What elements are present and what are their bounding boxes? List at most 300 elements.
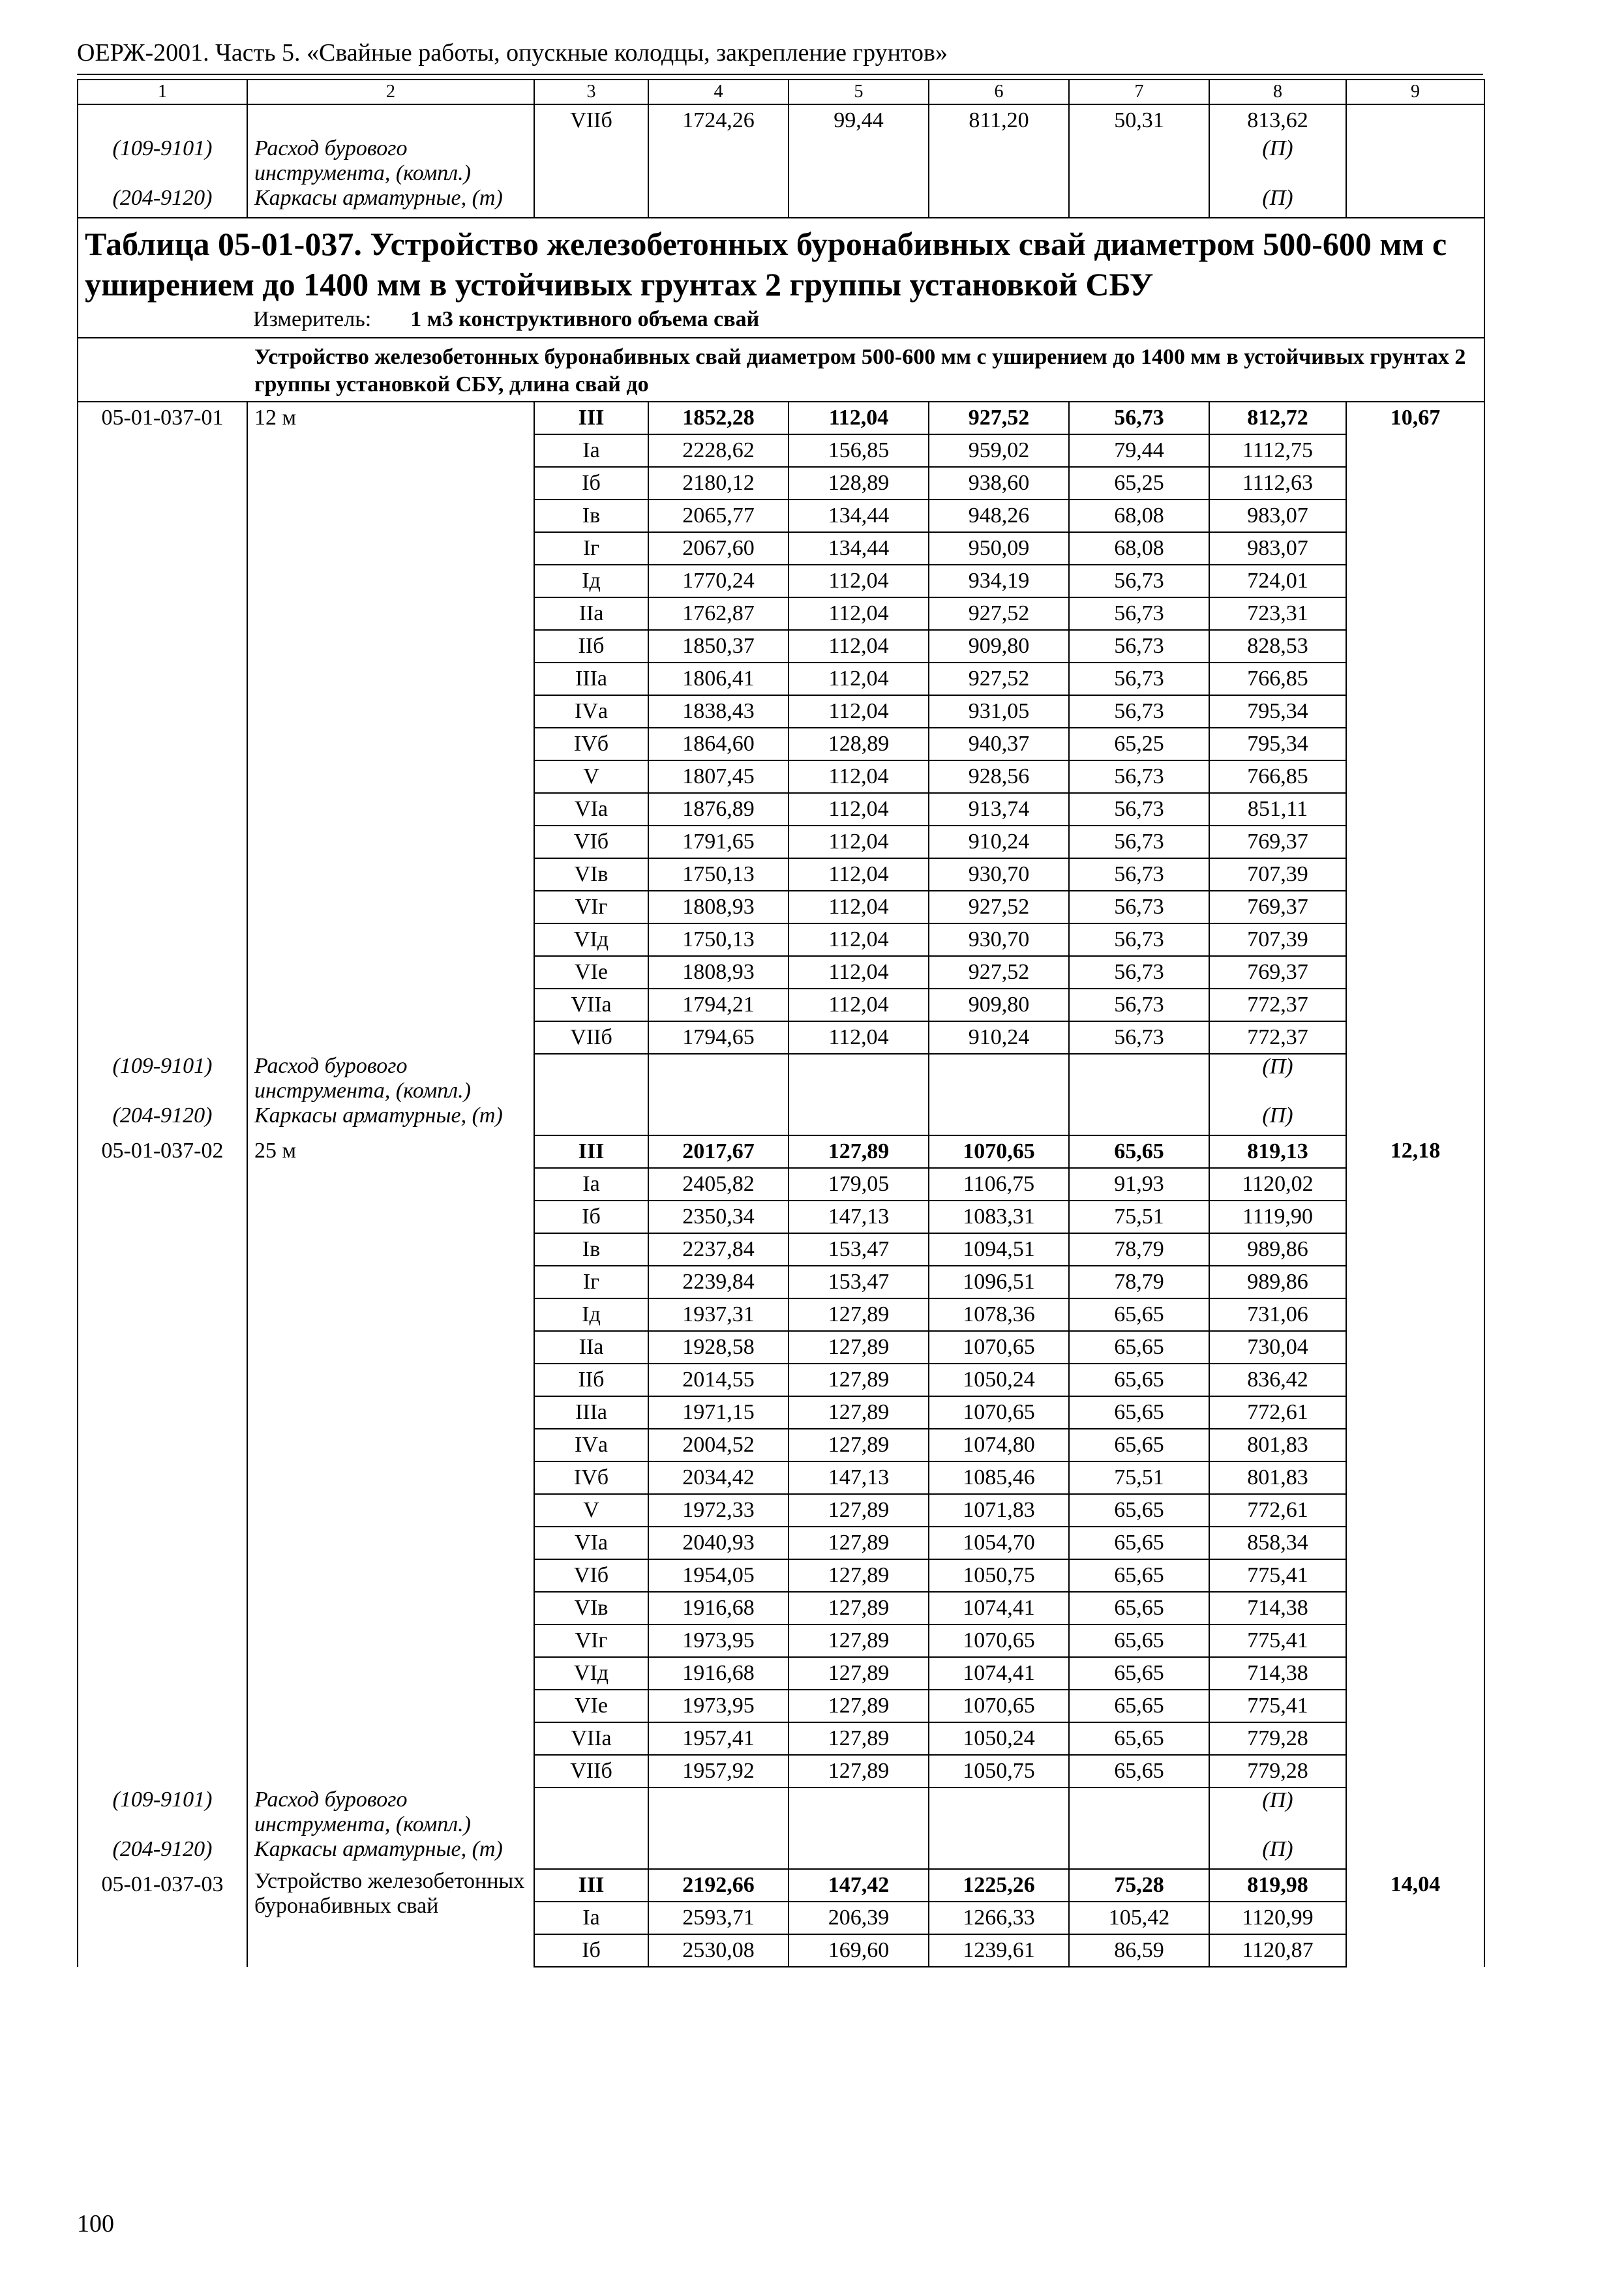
- col9-cell: [1346, 1266, 1484, 1298]
- value-cell: 112,04: [789, 793, 929, 826]
- empty-cell: [789, 186, 929, 218]
- col9-cell: [1346, 891, 1484, 923]
- entry-code: [78, 858, 247, 891]
- value-cell: 65,65: [1069, 1364, 1209, 1396]
- value-cell: 714,38: [1209, 1657, 1346, 1690]
- zone-cell: VIIб: [534, 104, 648, 136]
- entry-name: Устройство железобетонных буронабивных свай: [247, 1869, 534, 1967]
- resource-row: [78, 1837, 1484, 1869]
- value-cell: 828,53: [1209, 630, 1346, 663]
- col9-cell: [1346, 500, 1484, 532]
- entry-code: 05-01-037-02: [78, 1135, 247, 1168]
- col9-cell: [1346, 1201, 1484, 1233]
- value-cell: 65,65: [1069, 1755, 1209, 1788]
- empty-cell: [789, 1788, 929, 1837]
- col9-cell: [1346, 1559, 1484, 1592]
- resource-mark: (П): [1209, 1837, 1346, 1869]
- measure-line: [253, 305, 1477, 335]
- empty-cell: [929, 1054, 1069, 1103]
- empty-cell: [648, 1837, 789, 1869]
- entry-code: [78, 434, 247, 467]
- entry-name: [247, 923, 534, 956]
- value-cell: 819,98: [1209, 1869, 1346, 1902]
- empty-cell: [1069, 1054, 1209, 1103]
- zone-cell: Iд: [534, 1298, 648, 1331]
- value-cell: 1050,24: [929, 1364, 1069, 1396]
- col9-cell: [1346, 1298, 1484, 1331]
- zone-cell: VIа: [534, 1527, 648, 1559]
- value-cell: 989,86: [1209, 1233, 1346, 1266]
- col9-cell: [1346, 1624, 1484, 1657]
- value-cell: 112,04: [789, 956, 929, 989]
- table-row: [78, 891, 1484, 923]
- value-cell: 1120,99: [1209, 1902, 1346, 1934]
- value-cell: 772,37: [1209, 1021, 1346, 1054]
- value-cell: 1838,43: [648, 695, 789, 728]
- empty-cell: [929, 1103, 1069, 1135]
- table-row: [78, 1266, 1484, 1298]
- value-cell: 1808,93: [648, 891, 789, 923]
- entry-name: [247, 1527, 534, 1559]
- value-cell: 128,89: [789, 467, 929, 500]
- entry-name: [247, 663, 534, 695]
- value-cell: 910,24: [929, 1021, 1069, 1054]
- value-cell: 56,73: [1069, 891, 1209, 923]
- value-cell: 127,89: [789, 1364, 929, 1396]
- zone-cell: Iа: [534, 434, 648, 467]
- empty-cell: [929, 136, 1069, 186]
- value-cell: 1973,95: [648, 1690, 789, 1722]
- entry-code: [78, 1690, 247, 1722]
- value-cell: 909,80: [929, 630, 1069, 663]
- value-cell: 2065,77: [648, 500, 789, 532]
- table-row: [78, 1396, 1484, 1429]
- empty-cell: [534, 1103, 648, 1135]
- value-cell: 56,73: [1069, 565, 1209, 597]
- value-cell: 775,41: [1209, 1559, 1346, 1592]
- value-cell: 56,73: [1069, 402, 1209, 434]
- empty-cell: [534, 1788, 648, 1837]
- table-row: [78, 434, 1484, 467]
- empty-cell: [1346, 136, 1484, 186]
- zone-cell: IVа: [534, 695, 648, 728]
- zone-cell: VIд: [534, 1657, 648, 1690]
- column-number: 7: [1069, 80, 1209, 104]
- value-cell: 147,13: [789, 1461, 929, 1494]
- table-row: [78, 104, 1484, 136]
- value-cell: 930,70: [929, 923, 1069, 956]
- value-cell: 1852,28: [648, 402, 789, 434]
- value-cell: 1070,65: [929, 1135, 1069, 1168]
- empty-cell: [648, 1788, 789, 1837]
- resource-code: (109-9101): [78, 1788, 247, 1837]
- table-row: [78, 565, 1484, 597]
- value-cell: 112,04: [789, 695, 929, 728]
- value-cell: 1074,80: [929, 1429, 1069, 1461]
- value-cell: 2040,93: [648, 1527, 789, 1559]
- value-cell: 2017,67: [648, 1135, 789, 1168]
- value-cell: 909,80: [929, 989, 1069, 1021]
- table-row: [78, 1021, 1484, 1054]
- resource-name: Каркасы арматурные, (т): [247, 1103, 534, 1135]
- table-row: [78, 630, 1484, 663]
- col9-cell: [1346, 1021, 1484, 1054]
- value-cell: 819,13: [1209, 1135, 1346, 1168]
- value-cell: 75,28: [1069, 1869, 1209, 1902]
- resource-name: Расход бурового инструмента, (компл.): [247, 136, 534, 186]
- empty-cell: [1346, 104, 1484, 136]
- empty-cell: [789, 136, 929, 186]
- entry-name: [247, 1559, 534, 1592]
- value-cell: 1973,95: [648, 1624, 789, 1657]
- value-cell: 1050,75: [929, 1755, 1069, 1788]
- table-row: [78, 989, 1484, 1021]
- value-cell: 775,41: [1209, 1690, 1346, 1722]
- value-cell: 2004,52: [648, 1429, 789, 1461]
- entry-name: [247, 1429, 534, 1461]
- value-cell: 1071,83: [929, 1494, 1069, 1527]
- table-row: [78, 1461, 1484, 1494]
- entry-code: [78, 1934, 247, 1967]
- subheading-row: [78, 338, 1484, 402]
- entry-name: [247, 891, 534, 923]
- value-cell: 65,65: [1069, 1657, 1209, 1690]
- empty-cell: [789, 1837, 929, 1869]
- value-cell: 1266,33: [929, 1902, 1069, 1934]
- value-cell: 707,39: [1209, 858, 1346, 891]
- value-cell: 65,65: [1069, 1722, 1209, 1755]
- empty-cell: [789, 1054, 929, 1103]
- value-cell: 1119,90: [1209, 1201, 1346, 1233]
- value-cell: 65,65: [1069, 1135, 1209, 1168]
- entry-code: [78, 793, 247, 826]
- table-row: [78, 728, 1484, 760]
- entry-name: [247, 695, 534, 728]
- value-cell: 1083,31: [929, 1201, 1069, 1233]
- resource-row: [78, 1054, 1484, 1103]
- table-row: [78, 1657, 1484, 1690]
- value-cell: 910,24: [929, 826, 1069, 858]
- resource-mark: (П): [1209, 1103, 1346, 1135]
- column-number: 1: [78, 80, 247, 104]
- value-cell: 127,89: [789, 1527, 929, 1559]
- value-cell: 772,61: [1209, 1396, 1346, 1429]
- value-cell: 1972,33: [648, 1494, 789, 1527]
- zone-cell: V: [534, 1494, 648, 1527]
- zone-cell: III: [534, 1869, 648, 1902]
- col9-cell: [1346, 793, 1484, 826]
- value-cell: 1050,75: [929, 1559, 1069, 1592]
- col9-cell: [1346, 1690, 1484, 1722]
- value-cell: 153,47: [789, 1266, 929, 1298]
- value-cell: 56,73: [1069, 1021, 1209, 1054]
- value-cell: 1791,65: [648, 826, 789, 858]
- zone-cell: III: [534, 402, 648, 434]
- table-row: [78, 956, 1484, 989]
- resource-name: Каркасы арматурные, (т): [247, 186, 534, 218]
- empty-cell: [247, 104, 534, 136]
- table-row: [78, 1364, 1484, 1396]
- zone-cell: VIд: [534, 923, 648, 956]
- value-cell: 1807,45: [648, 760, 789, 793]
- col9-cell: [1346, 1527, 1484, 1559]
- value-cell: 2067,60: [648, 532, 789, 565]
- value-cell: 127,89: [789, 1755, 929, 1788]
- entry-code: [78, 989, 247, 1021]
- zone-cell: IIIа: [534, 663, 648, 695]
- table-row: [78, 402, 1484, 434]
- value-cell: 1085,46: [929, 1461, 1069, 1494]
- empty-cell: [534, 1054, 648, 1103]
- value-cell: 86,59: [1069, 1934, 1209, 1967]
- table-row: [78, 1527, 1484, 1559]
- value-cell: 851,11: [1209, 793, 1346, 826]
- value-cell: 769,37: [1209, 826, 1346, 858]
- entry-code: 05-01-037-01: [78, 402, 247, 434]
- col9-cell: [1346, 532, 1484, 565]
- value-cell: 1937,31: [648, 1298, 789, 1331]
- entry-code: [78, 1657, 247, 1690]
- col9-cell: [1346, 956, 1484, 989]
- value-cell: 1770,24: [648, 565, 789, 597]
- value-cell: 127,89: [789, 1298, 929, 1331]
- value-cell: 1094,51: [929, 1233, 1069, 1266]
- resource-row: [78, 186, 1484, 218]
- table-row: [78, 858, 1484, 891]
- resource-code: (204-9120): [78, 1837, 247, 1869]
- value-cell: 112,04: [789, 858, 929, 891]
- col9-cell: 14,04: [1346, 1869, 1484, 1902]
- value-cell: 127,89: [789, 1396, 929, 1429]
- value-cell: 772,61: [1209, 1494, 1346, 1527]
- col9-cell: [1346, 989, 1484, 1021]
- zone-cell: Iа: [534, 1168, 648, 1201]
- resource-code: (204-9120): [78, 186, 247, 218]
- entry-code: [78, 760, 247, 793]
- empty-cell: [1346, 1837, 1484, 1869]
- entry-code: [78, 1755, 247, 1788]
- col9-cell: [1346, 760, 1484, 793]
- value-cell: 959,02: [929, 434, 1069, 467]
- value-cell: 940,37: [929, 728, 1069, 760]
- entry-code: [78, 728, 247, 760]
- entry-code: [78, 630, 247, 663]
- value-cell: 127,89: [789, 1657, 929, 1690]
- zone-cell: Iб: [534, 467, 648, 500]
- table-row: [78, 1135, 1484, 1168]
- empty-cell: [78, 104, 247, 136]
- zone-cell: IVб: [534, 728, 648, 760]
- col9-cell: [1346, 1934, 1484, 1967]
- value-cell: 56,73: [1069, 695, 1209, 728]
- zone-cell: VIв: [534, 1592, 648, 1624]
- value-cell: 65,65: [1069, 1624, 1209, 1657]
- value-cell: 927,52: [929, 663, 1069, 695]
- value-cell: 1750,13: [648, 858, 789, 891]
- zone-cell: Iа: [534, 1902, 648, 1934]
- zone-cell: VIIб: [534, 1021, 648, 1054]
- value-cell: 1050,24: [929, 1722, 1069, 1755]
- value-cell: 1070,65: [929, 1690, 1069, 1722]
- entry-name: [247, 1494, 534, 1527]
- value-cell: 730,04: [1209, 1331, 1346, 1364]
- measure-value: 1 м3 конструктивного объема свай: [410, 307, 760, 331]
- value-cell: 2228,62: [648, 434, 789, 467]
- value-cell: 156,85: [789, 434, 929, 467]
- value-cell: 2530,08: [648, 1934, 789, 1967]
- table-row: [78, 1624, 1484, 1657]
- col9-cell: [1346, 695, 1484, 728]
- value-cell: 78,79: [1069, 1266, 1209, 1298]
- table-row: [78, 1755, 1484, 1788]
- value-cell: 1876,89: [648, 793, 789, 826]
- table-row: [78, 1592, 1484, 1624]
- value-cell: 795,34: [1209, 695, 1346, 728]
- entry-name: [247, 1021, 534, 1054]
- value-cell: 766,85: [1209, 760, 1346, 793]
- entry-name: [247, 1461, 534, 1494]
- entry-code: [78, 1461, 247, 1494]
- entry-code: [78, 891, 247, 923]
- value-cell: 1120,87: [1209, 1934, 1346, 1967]
- value-cell: 1225,26: [929, 1869, 1069, 1902]
- col9-cell: [1346, 1494, 1484, 1527]
- value-cell: 1806,41: [648, 663, 789, 695]
- table-title-row: [78, 218, 1484, 338]
- col9-cell: [1346, 565, 1484, 597]
- value-cell: 147,13: [789, 1201, 929, 1233]
- zone-cell: VIIб: [534, 1755, 648, 1788]
- entry-name: [247, 858, 534, 891]
- resource-name: Расход бурового инструмента, (компл.): [247, 1054, 534, 1103]
- page-number: 100: [77, 2210, 114, 2237]
- entry-code: [78, 923, 247, 956]
- entry-code: [78, 1331, 247, 1364]
- value-cell: 127,89: [789, 1429, 929, 1461]
- table-row: [78, 923, 1484, 956]
- subheading-cell: [78, 338, 1484, 402]
- entry-name: [247, 989, 534, 1021]
- value-cell: 127,89: [789, 1135, 929, 1168]
- table-row: [78, 1331, 1484, 1364]
- value-cell: 56,73: [1069, 793, 1209, 826]
- empty-cell: [1346, 1788, 1484, 1837]
- value-cell: 128,89: [789, 728, 929, 760]
- value-cell: 147,42: [789, 1869, 929, 1902]
- value-cell: 858,34: [1209, 1527, 1346, 1559]
- value-cell: 950,09: [929, 532, 1069, 565]
- value-cell: 1850,37: [648, 630, 789, 663]
- table-title-cell: [78, 218, 1484, 338]
- value-cell: 1074,41: [929, 1592, 1069, 1624]
- value-cell: 206,39: [789, 1902, 929, 1934]
- empty-cell: [1069, 1788, 1209, 1837]
- value-cell: 1054,70: [929, 1527, 1069, 1559]
- table-row: [78, 1690, 1484, 1722]
- col9-cell: [1346, 467, 1484, 500]
- value-cell: 112,04: [789, 565, 929, 597]
- value-cell: 2350,34: [648, 1201, 789, 1233]
- value-cell: 769,37: [1209, 891, 1346, 923]
- value-cell: 1916,68: [648, 1657, 789, 1690]
- col9-cell: [1346, 1331, 1484, 1364]
- zone-cell: VIг: [534, 891, 648, 923]
- value-cell: 56,73: [1069, 630, 1209, 663]
- value-cell: 127,89: [789, 1559, 929, 1592]
- entry-name: [247, 630, 534, 663]
- entry-name: [247, 467, 534, 500]
- value-cell: 91,93: [1069, 1168, 1209, 1201]
- value-cell: 1762,87: [648, 597, 789, 630]
- entry-name: [247, 434, 534, 467]
- value-cell: 812,72: [1209, 402, 1346, 434]
- col9-cell: [1346, 1722, 1484, 1755]
- zone-cell: IVа: [534, 1429, 648, 1461]
- value-cell: 1957,41: [648, 1722, 789, 1755]
- entry-code: [78, 695, 247, 728]
- table-row: [78, 1201, 1484, 1233]
- value-cell: 112,04: [789, 630, 929, 663]
- entry-name: [247, 532, 534, 565]
- entry-code: [78, 1168, 247, 1201]
- value-cell: 56,73: [1069, 760, 1209, 793]
- entry-name: [247, 1690, 534, 1722]
- entry-code: [78, 1021, 247, 1054]
- zone-cell: VIа: [534, 793, 648, 826]
- col9-cell: [1346, 858, 1484, 891]
- entry-code: [78, 1559, 247, 1592]
- table-row: [78, 1298, 1484, 1331]
- value-cell: 127,89: [789, 1494, 929, 1527]
- zone-cell: Iв: [534, 500, 648, 532]
- entry-name: [247, 1298, 534, 1331]
- zone-cell: VIIа: [534, 1722, 648, 1755]
- measure-label: Измеритель:: [253, 307, 372, 331]
- value-cell: 2180,12: [648, 467, 789, 500]
- value-cell: 56,73: [1069, 858, 1209, 891]
- estimate-table: [77, 79, 1485, 1967]
- value-cell: 134,44: [789, 532, 929, 565]
- value-cell: 1794,21: [648, 989, 789, 1021]
- resource-row: [78, 1788, 1484, 1837]
- value-cell: 65,65: [1069, 1396, 1209, 1429]
- entry-name: [247, 1755, 534, 1788]
- col9-cell: [1346, 1429, 1484, 1461]
- zone-cell: VIв: [534, 858, 648, 891]
- value-cell: 1808,93: [648, 956, 789, 989]
- entry-name: 12 м: [247, 402, 534, 434]
- column-number: 2: [247, 80, 534, 104]
- table-row: [78, 1559, 1484, 1592]
- empty-cell: [534, 1837, 648, 1869]
- zone-cell: VIIа: [534, 989, 648, 1021]
- entry-code: [78, 1298, 247, 1331]
- empty-cell: [648, 1103, 789, 1135]
- col9-cell: [1346, 1364, 1484, 1396]
- value-cell: 913,74: [929, 793, 1069, 826]
- entry-name: [247, 1624, 534, 1657]
- value-cell: 112,04: [789, 989, 929, 1021]
- entry-name: [247, 1201, 534, 1233]
- value-cell: 65,65: [1069, 1690, 1209, 1722]
- col9-cell: [1346, 630, 1484, 663]
- value-cell: 1074,41: [929, 1657, 1069, 1690]
- column-number-row: [78, 80, 1484, 104]
- value-cell: 2237,84: [648, 1233, 789, 1266]
- zone-cell: Iд: [534, 565, 648, 597]
- zone-cell: VIб: [534, 826, 648, 858]
- entry-code: [78, 1902, 247, 1934]
